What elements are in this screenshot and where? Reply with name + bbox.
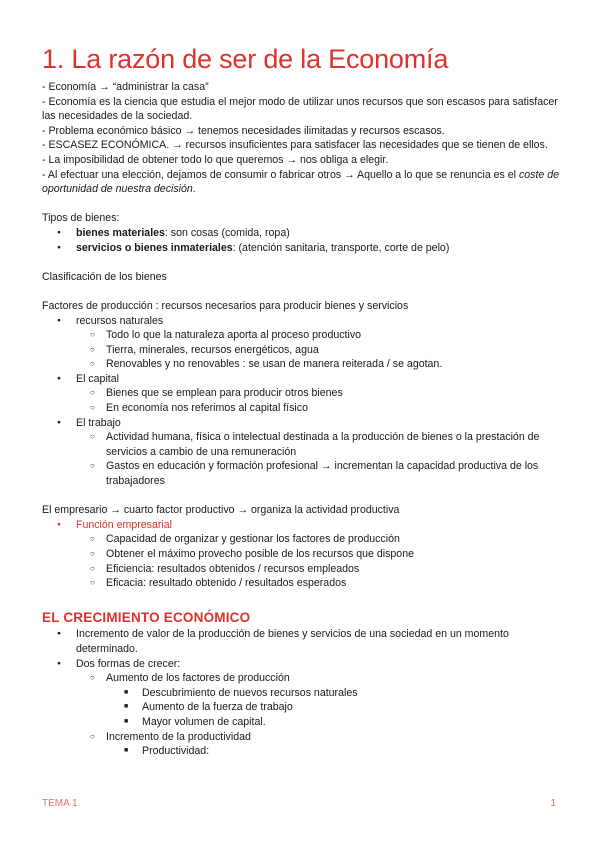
formas-label: Dos formas de crecer: [76,657,181,670]
footer-section-label: TEMA 1 [42,798,78,809]
intro-line: - La imposibilidad de obtener todo lo que queremos → nos obliga a elegir. [42,153,389,166]
empresario-heading: El empresario → cuarto factor productivo → organiza la actividad productiva [42,504,400,517]
sub-sub-item: ■ Productividad: [142,744,562,759]
productividad-label: Incremento de la productividad [106,730,251,743]
intro-line: - Economía → “administrar la casa” [42,81,209,93]
term: bienes materiales [76,226,165,239]
crecimiento-heading: EL CRECIMIENTO ECONÓMICO [42,609,251,625]
list-item: ● Incremento de valor de la producción de bienes y servicios de una sociedad en un momento determinado. [76,627,562,656]
trabajo-label: El trabajo [76,416,121,429]
opportunity-cost-text: coste de oportunidad de nuestra decisión [42,168,560,196]
list-item [76,657,562,759]
sub-item: ○ En economía nos referimos al capital físico [106,401,562,416]
factores-list [42,314,562,489]
sub-item: ○ Obtener el máximo provecho posible de los recursos que dispone [106,547,562,562]
sub-sub-item: ■ Mayor volumen de capital. [142,715,562,730]
footer-page-number: 1 [550,798,556,809]
term-desc: : (atención sanitaria, transporte, corte de pelo) [232,241,450,254]
sub-sub-item: ■ Aumento de la fuerza de trabajo [142,700,562,715]
funcion-label: Función empresarial [76,518,172,531]
intro-line: - ESCASEZ ECONÓMICA. → recursos insuficientes para satisfacer las necesidades que se tienen de ellos. [42,139,548,152]
sub-item: ○ Eficacia: resultado obtenido / resultados esperados [106,576,562,591]
intro-line [42,168,562,197]
sub-item: ○ Tierra, minerales, recursos energéticos, agua [106,343,562,358]
sub-item: ○ Gastos en educación y formación profesional → incrementan la capacidad productiva de los trabajadores [106,459,562,488]
list-item [76,518,562,591]
sub-item [106,730,562,759]
natural-label: recursos naturales [76,314,164,327]
list-item [76,226,562,241]
intro-line: - Problema económico básico → tenemos necesidades ilimitadas y recursos escasos. [42,124,445,137]
sub-item: ○ Eficiencia: resultados obtenidos / recursos empleados [106,562,562,577]
document-body [42,80,562,759]
list-item [76,372,562,416]
tipos-heading: Tipos de bienes: [42,212,120,225]
sub-item: ○ Bienes que se emplean para producir otros bienes [106,386,562,401]
list-item [76,241,562,256]
sub-item [106,671,562,729]
clasificacion-heading: Clasificación de los bienes [42,270,167,283]
sub-item: ○ Renovables y no renovables : se usan de manera reiterada / se agotan. [106,357,562,372]
term: servicios o bienes inmateriales [76,241,233,254]
aumento-label: Aumento de los factores de producción [106,672,290,685]
sub-item: ○ Actividad humana, física o intelectual destinada a la producción de bienes o la prestación de servicios a cambio de una remuneración [106,430,562,459]
list-item [76,416,562,489]
intro-line: - Economía es la ciencia que estudia el mejor modo de utilizar unos recursos que son escasos para satisfacer las necesidades de la sociedad. [42,95,558,123]
page-title: 1. La razón de ser de la Economía [42,44,449,74]
intro-line-text: - Al efectuar una elección, dejamos de consumir o fabricar otros → Aquello a lo que se renuncia es el [42,168,519,181]
intro-line-end: . [192,183,196,196]
empresario-list [42,518,562,591]
crecimiento-list [42,627,562,758]
intro-section [42,80,562,197]
sub-item: ○ Todo lo que la naturaleza aporta al proceso productivo [106,328,562,343]
sub-sub-item: ■ Descubrimiento de nuevos recursos naturales [142,686,562,701]
capital-label: El capital [76,372,119,385]
list-item [76,314,562,372]
factores-heading: Factores de producción : recursos necesarios para producir bienes y servicios [42,299,409,312]
tipos-list [42,226,562,255]
term-desc: : son cosas (comida, ropa) [164,226,290,239]
sub-item: ○ Capacidad de organizar y gestionar los factores de producción [106,532,562,547]
